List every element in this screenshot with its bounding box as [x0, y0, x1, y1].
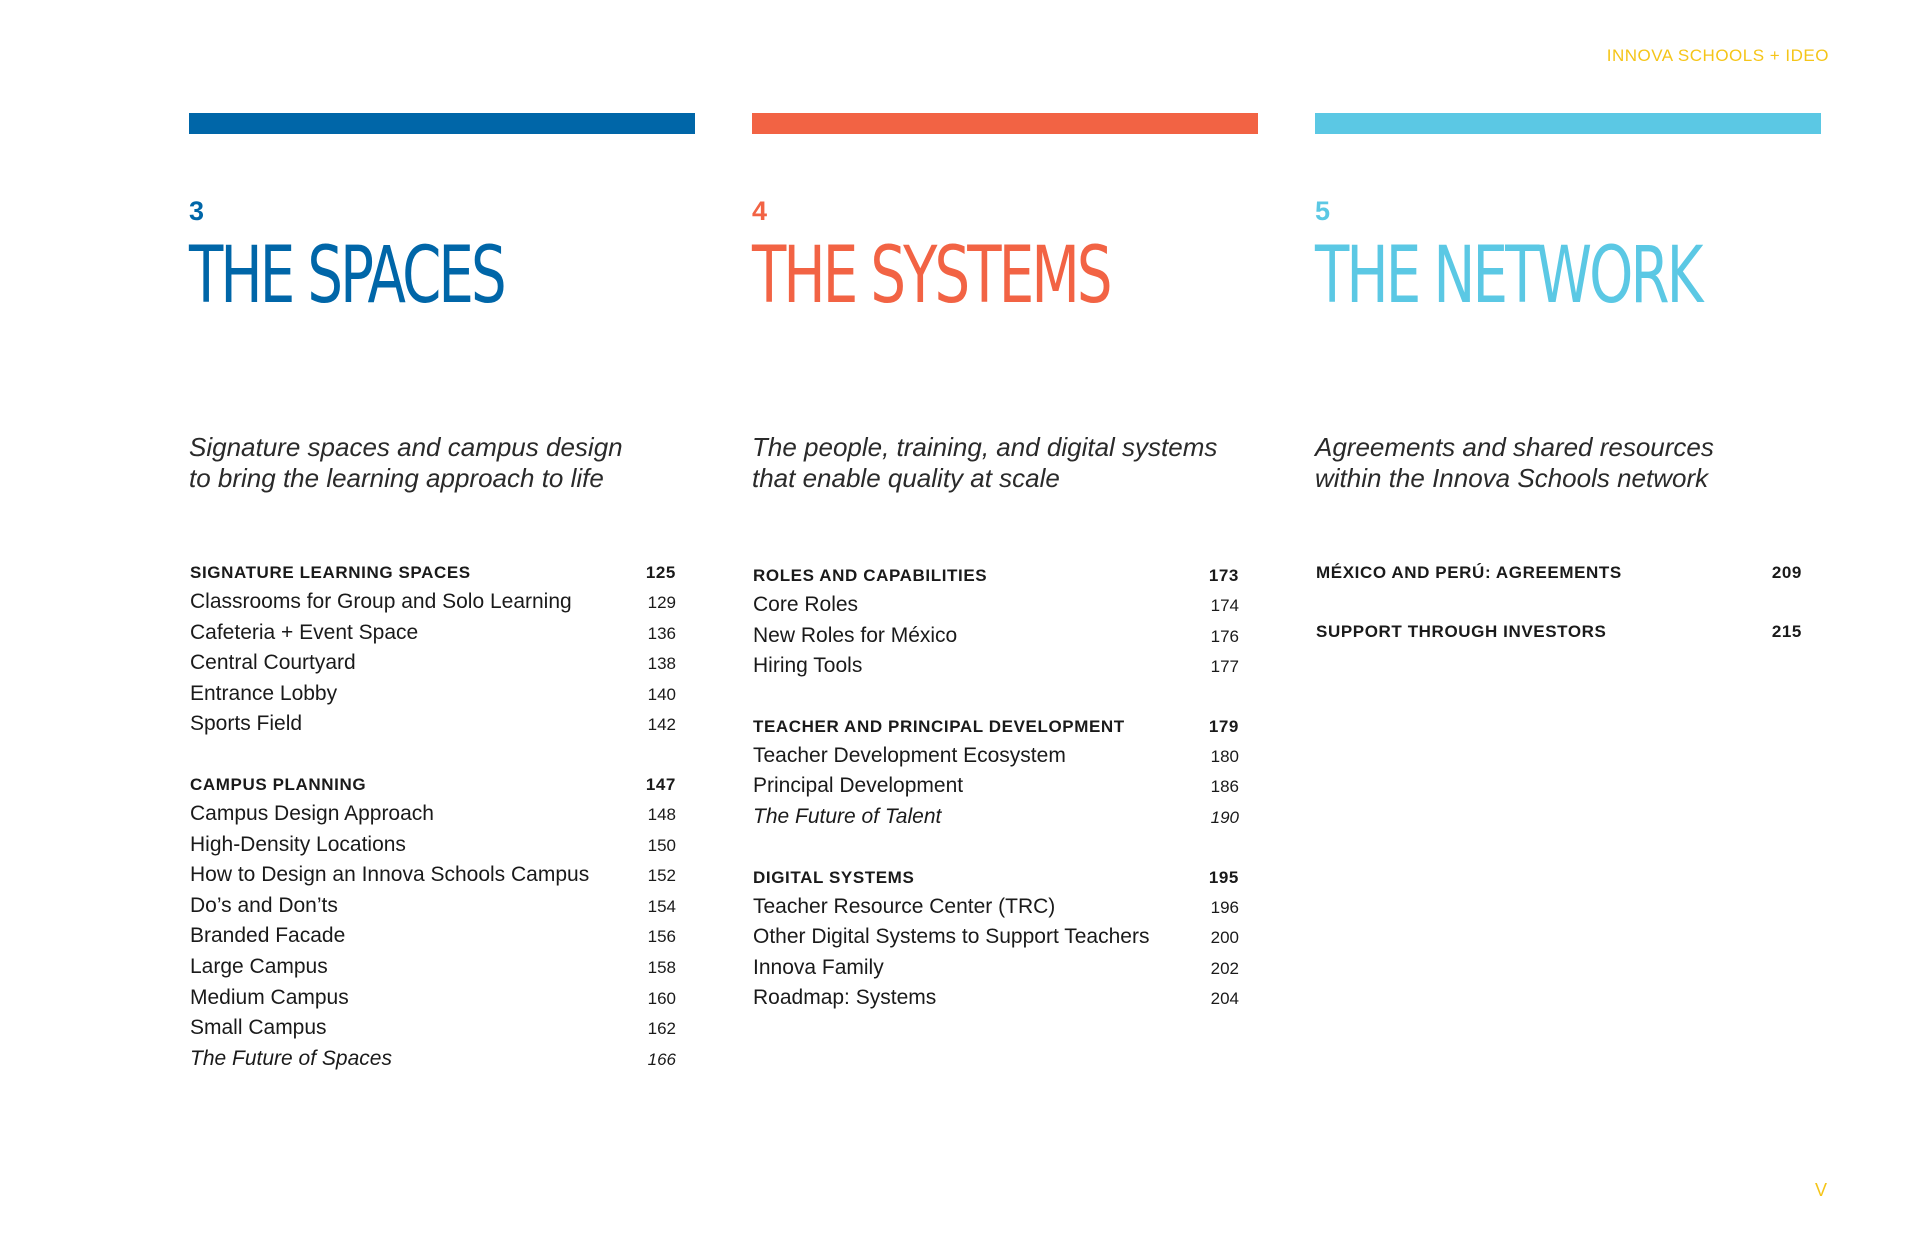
toc-item[interactable] — [190, 799, 676, 830]
toc-item[interactable] — [190, 648, 676, 679]
toc-item[interactable] — [190, 679, 676, 710]
toc-item-label: Small Campus — [190, 1016, 327, 1040]
toc-group — [753, 712, 1239, 833]
toc-item-label: Large Campus — [190, 954, 328, 978]
table-of-contents — [1316, 558, 1802, 676]
toc-item[interactable] — [190, 1044, 676, 1075]
section-title: THE SYSTEMS — [752, 231, 1110, 321]
table-of-contents — [190, 558, 676, 1104]
toc-item[interactable] — [190, 709, 676, 740]
toc-heading[interactable] — [753, 863, 1239, 892]
section-color-bar — [189, 113, 695, 134]
section-color-bar — [1315, 113, 1821, 134]
toc-item-label: Entrance Lobby — [190, 681, 338, 705]
page-number: V — [1814, 1180, 1827, 1200]
toc-heading-label: SUPPORT THROUGH INVESTORS — [1316, 622, 1607, 641]
toc-item[interactable] — [753, 741, 1239, 772]
toc-heading-label: SIGNATURE LEARNING SPACES — [190, 563, 471, 582]
toc-item[interactable] — [753, 983, 1239, 1014]
toc-item[interactable] — [753, 590, 1239, 621]
toc-item-label: Branded Facade — [190, 924, 346, 948]
toc-heading[interactable] — [1316, 558, 1802, 587]
toc-item-label: The Future of Spaces — [190, 1046, 392, 1070]
toc-item-page: 162 — [647, 1019, 676, 1039]
toc-heading[interactable] — [1316, 617, 1802, 646]
toc-item-label: Teacher Development Ecosystem — [753, 743, 1066, 767]
toc-item-label: Hiring Tools — [753, 654, 863, 678]
toc-item[interactable] — [753, 953, 1239, 984]
toc-item-page: 156 — [647, 927, 676, 947]
toc-heading-label: ROLES AND CAPABILITIES — [753, 566, 988, 585]
toc-item-page: 136 — [647, 623, 676, 643]
toc-item-label: Central Courtyard — [190, 651, 356, 675]
toc-item-label: Classrooms for Group and Solo Learning — [190, 590, 572, 613]
section-number: 3 — [189, 196, 205, 226]
toc-item[interactable] — [753, 621, 1239, 652]
toc-heading-page: 173 — [1208, 566, 1239, 585]
toc-item[interactable] — [190, 618, 676, 649]
toc-item-page: 166 — [647, 1049, 676, 1069]
toc-item-page: 129 — [647, 593, 676, 612]
toc-heading-label: DIGITAL SYSTEMS — [753, 867, 915, 887]
section-spaces — [189, 113, 695, 1070]
toc-item-page: 176 — [1210, 626, 1239, 646]
section-title: THE NETWORK — [1315, 231, 1701, 321]
toc-heading-page: 179 — [1208, 716, 1239, 736]
toc-item-page: 158 — [647, 957, 676, 977]
toc-item[interactable] — [190, 891, 676, 922]
toc-item-label: Campus Design Approach — [190, 801, 434, 825]
toc-item-label: Principal Development — [753, 774, 964, 798]
toc-group — [1316, 558, 1802, 587]
toc-item-label: The Future of Talent — [753, 804, 942, 828]
toc-item[interactable] — [753, 771, 1239, 802]
toc-item-page: 196 — [1210, 897, 1239, 917]
table-of-contents — [753, 558, 1239, 1044]
toc-heading-page: 147 — [645, 774, 676, 794]
toc-item-page: 174 — [1210, 596, 1239, 615]
toc-item-label: Sports Field — [190, 712, 303, 736]
section-subtitle: Signature spaces and campus design to bring the learning approach to life — [189, 432, 623, 493]
toc-item[interactable] — [753, 922, 1239, 953]
toc-group — [190, 770, 676, 1074]
toc-heading-page: 125 — [645, 563, 676, 582]
section-subtitle: Agreements and shared resources within the Innova Schools network — [1315, 432, 1714, 493]
toc-item-page: 154 — [647, 896, 676, 916]
section-title: THE SPACES — [189, 231, 504, 321]
toc-item[interactable] — [190, 983, 676, 1014]
toc-group — [753, 863, 1239, 1014]
toc-heading[interactable] — [190, 558, 676, 587]
toc-heading[interactable] — [753, 712, 1239, 741]
toc-item[interactable] — [753, 651, 1239, 682]
toc-heading-page: 195 — [1208, 867, 1239, 887]
toc-group — [1316, 617, 1802, 646]
toc-item[interactable] — [190, 830, 676, 861]
toc-heading[interactable] — [190, 770, 676, 799]
toc-item-page: 138 — [647, 654, 676, 674]
toc-item-label: How to Design an Innova Schools Campus — [190, 863, 590, 887]
section-color-bar — [752, 113, 1258, 134]
toc-item-page: 200 — [1210, 928, 1239, 948]
toc-heading-label: CAMPUS PLANNING — [190, 774, 367, 794]
toc-item-label: Medium Campus — [190, 985, 349, 1009]
toc-item-page: 202 — [1210, 958, 1239, 978]
toc-item-page: 150 — [647, 835, 676, 855]
section-subtitle: The people, training, and digital systems that enable quality at scale — [752, 432, 1218, 493]
toc-item-page: 152 — [647, 866, 676, 886]
section-number: 5 — [1315, 196, 1331, 226]
header-brand: INNOVA SCHOOLS + IDEO — [1606, 46, 1829, 65]
toc-item-page: 140 — [647, 684, 676, 704]
toc-item[interactable] — [190, 860, 676, 891]
toc-item-label: Teacher Resource Center (TRC) — [753, 894, 1056, 918]
toc-item-page: 148 — [647, 804, 676, 824]
toc-item[interactable] — [753, 802, 1239, 833]
toc-item[interactable] — [190, 921, 676, 952]
section-systems — [752, 113, 1258, 1010]
toc-item[interactable] — [190, 1013, 676, 1044]
toc-item[interactable] — [190, 587, 676, 618]
toc-heading-page: 209 — [1771, 563, 1802, 582]
toc-item-label: Core Roles — [753, 593, 859, 616]
section-network — [1315, 113, 1821, 641]
toc-heading[interactable] — [753, 561, 1239, 590]
toc-group — [753, 561, 1239, 682]
toc-heading-label: MÉXICO AND PERÚ: AGREEMENTS — [1316, 563, 1622, 582]
toc-item-page: 186 — [1210, 777, 1239, 797]
toc-item[interactable] — [753, 892, 1239, 923]
toc-item-page: 204 — [1210, 989, 1239, 1009]
toc-item-page: 190 — [1210, 807, 1239, 827]
toc-item-label: Roadmap: Systems — [753, 986, 937, 1010]
toc-heading-label: TEACHER AND PRINCIPAL DEVELOPMENT — [753, 716, 1125, 736]
toc-item-label: Innova Family — [753, 955, 884, 979]
toc-item-page: 180 — [1210, 746, 1239, 766]
toc-item-label: New Roles for México — [753, 623, 958, 647]
toc-item-page: 160 — [647, 988, 676, 1008]
toc-item-page: 142 — [647, 715, 676, 735]
toc-item-label: Cafeteria + Event Space — [190, 620, 419, 644]
toc-item[interactable] — [190, 952, 676, 983]
toc-heading-page: 215 — [1771, 622, 1802, 641]
toc-item-label: High-Density Locations — [190, 832, 406, 856]
section-number: 4 — [752, 196, 768, 226]
toc-group — [190, 558, 676, 740]
toc-item-label: Do’s and Don’ts — [190, 893, 338, 917]
toc-item-label: Other Digital Systems to Support Teachers — [753, 925, 1150, 949]
toc-item-page: 177 — [1210, 657, 1239, 677]
